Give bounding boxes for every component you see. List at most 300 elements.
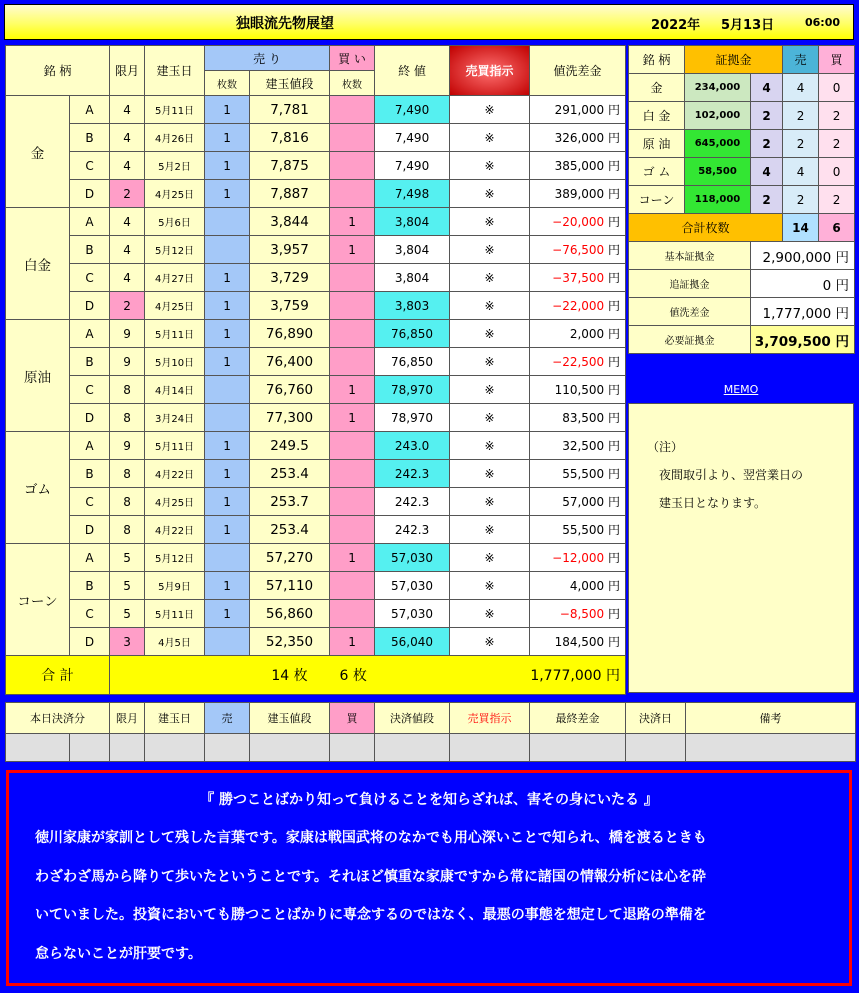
table-row (6, 236, 626, 264)
settlement-table (5, 702, 856, 762)
row-mark: ※ (450, 236, 530, 264)
row-mark: ※ (450, 124, 530, 152)
settlement-header-4: 売 (205, 703, 250, 734)
row-buy: 1 (330, 376, 375, 404)
row-date: 5月12日 (145, 236, 205, 264)
row-diff: 55,500 円 (530, 516, 626, 544)
settlement-header-6: 買 (330, 703, 375, 734)
nearai-sakin-value: 1,777,000 円 (751, 298, 855, 326)
row-buy (330, 488, 375, 516)
table-row (6, 320, 626, 348)
row-buy (330, 572, 375, 600)
row-month: 2 (110, 180, 145, 208)
row-buy (330, 516, 375, 544)
row-buy (330, 320, 375, 348)
row-close: 7,490 (375, 152, 450, 180)
row-date: 4月26日 (145, 124, 205, 152)
row-mark: ※ (450, 180, 530, 208)
table-row (6, 208, 626, 236)
settlement-cell (205, 734, 250, 762)
row-sell (205, 236, 250, 264)
row-close: 3,804 (375, 236, 450, 264)
page-title: 独眼流先物展望 (236, 16, 334, 32)
margin-count: 2 (751, 102, 783, 130)
row-diff: −37,500 円 (530, 264, 626, 292)
row-sell (205, 628, 250, 656)
row-month: 5 (110, 572, 145, 600)
row-sell: 1 (205, 180, 250, 208)
table-row (6, 292, 626, 320)
row-label: B (70, 124, 110, 152)
row-diff: 291,000 円 (530, 96, 626, 124)
row-month: 4 (110, 236, 145, 264)
table-row (6, 628, 626, 656)
row-close: 242.3 (375, 488, 450, 516)
settlement-header-5: 建玉値段 (250, 703, 330, 734)
row-price: 76,760 (250, 376, 330, 404)
row-diff: 184,500 円 (530, 628, 626, 656)
row-close: 57,030 (375, 600, 450, 628)
row-price: 77,300 (250, 404, 330, 432)
row-date: 4月27日 (145, 264, 205, 292)
col-header-uri: 売 り (205, 46, 330, 71)
row-buy (330, 96, 375, 124)
row-close: 76,850 (375, 348, 450, 376)
row-month: 4 (110, 264, 145, 292)
row-diff: 2,000 円 (530, 320, 626, 348)
row-mark: ※ (450, 292, 530, 320)
col-header-tategyoku-nedan: 建玉値段 (250, 71, 330, 96)
row-month: 8 (110, 376, 145, 404)
row-buy: 1 (330, 208, 375, 236)
row-price: 3,729 (250, 264, 330, 292)
row-buy (330, 460, 375, 488)
margin-amount: 58,500 (685, 158, 751, 186)
margin-name: 白 金 (629, 102, 685, 130)
row-close: 7,490 (375, 96, 450, 124)
row-price: 57,110 (250, 572, 330, 600)
margin-name: ゴ ム (629, 158, 685, 186)
margin-name: 金 (629, 74, 685, 102)
row-diff: 326,000 円 (530, 124, 626, 152)
settlement-cell (450, 734, 530, 762)
quote-line: 怠らないことが肝要です。 (35, 945, 202, 962)
memo-link[interactable]: MEMO (628, 376, 854, 402)
row-buy (330, 292, 375, 320)
row-close: 57,030 (375, 572, 450, 600)
row-mark: ※ (450, 432, 530, 460)
margin-header-shokokin: 証拠金 (685, 46, 783, 74)
table-row (6, 432, 626, 460)
row-sell (205, 376, 250, 404)
row-date: 5月10日 (145, 348, 205, 376)
margin-header-kai: 買 (819, 46, 855, 74)
margin-total-buy: 6 (819, 214, 855, 242)
margin-sell: 2 (783, 102, 819, 130)
hitsuyo-shokokin-label: 必要証拠金 (629, 326, 751, 354)
margin-buy: 2 (819, 130, 855, 158)
row-buy (330, 124, 375, 152)
summary-row (6, 656, 626, 695)
row-month: 8 (110, 460, 145, 488)
row-mark: ※ (450, 96, 530, 124)
memo-line-2: 建玉日となります。 (659, 496, 767, 510)
row-label: B (70, 572, 110, 600)
margin-buy: 2 (819, 102, 855, 130)
row-month: 4 (110, 208, 145, 236)
group-name: ゴム (6, 432, 70, 544)
summary-spacer-2 (450, 656, 530, 695)
col-header-tategyokubi: 建玉日 (145, 46, 205, 96)
row-price: 3,957 (250, 236, 330, 264)
nearai-sakin-label: 値洗差金 (629, 298, 751, 326)
row-sell: 1 (205, 572, 250, 600)
row-month: 2 (110, 292, 145, 320)
row-buy (330, 600, 375, 628)
margin-header-uri: 売 (783, 46, 819, 74)
row-mark: ※ (450, 516, 530, 544)
row-mark: ※ (450, 600, 530, 628)
row-label: D (70, 404, 110, 432)
row-month: 5 (110, 600, 145, 628)
row-sell: 1 (205, 348, 250, 376)
row-label: B (70, 236, 110, 264)
quote-box (6, 770, 852, 986)
margin-sell: 4 (783, 74, 819, 102)
margin-body (629, 74, 855, 214)
quote-body (35, 819, 835, 973)
row-label: D (70, 180, 110, 208)
row-price: 7,816 (250, 124, 330, 152)
margin-row (629, 186, 855, 214)
header-year: 2022年 (651, 18, 701, 33)
row-date: 3月24日 (145, 404, 205, 432)
row-label: C (70, 376, 110, 404)
kihon-shokokin-value: 2,900,000 円 (751, 242, 855, 270)
row-price: 7,781 (250, 96, 330, 124)
row-date: 5月6日 (145, 208, 205, 236)
row-close: 56,040 (375, 628, 450, 656)
row-mark: ※ (450, 572, 530, 600)
summary-sell-total: 14 枚 (250, 656, 330, 695)
row-label: A (70, 320, 110, 348)
row-close: 3,803 (375, 292, 450, 320)
row-label: A (70, 544, 110, 572)
row-sell: 1 (205, 96, 250, 124)
row-label: D (70, 628, 110, 656)
row-mark: ※ (450, 348, 530, 376)
row-close: 3,804 (375, 208, 450, 236)
table-row (6, 152, 626, 180)
row-date: 4月25日 (145, 180, 205, 208)
row-label: D (70, 292, 110, 320)
settlement-cell (70, 734, 110, 762)
settlement-cell (250, 734, 330, 762)
margin-sell: 4 (783, 158, 819, 186)
row-label: A (70, 208, 110, 236)
memo-box (628, 403, 854, 693)
row-sell: 1 (205, 600, 250, 628)
row-price: 76,890 (250, 320, 330, 348)
row-month: 8 (110, 516, 145, 544)
row-sell: 1 (205, 292, 250, 320)
row-close: 7,490 (375, 124, 450, 152)
row-sell: 1 (205, 152, 250, 180)
settlement-header-2: 限月 (110, 703, 145, 734)
row-close: 7,498 (375, 180, 450, 208)
table-row (6, 96, 626, 124)
row-price: 7,887 (250, 180, 330, 208)
settlement-header-11: 備考 (686, 703, 856, 734)
row-month: 9 (110, 320, 145, 348)
tsuika-shokokin-label: 追証拠金 (629, 270, 751, 298)
col-header-meigara: 銘 柄 (6, 46, 110, 96)
row-diff: −76,500 円 (530, 236, 626, 264)
table-row (6, 376, 626, 404)
row-buy: 1 (330, 404, 375, 432)
row-diff: 57,000 円 (530, 488, 626, 516)
row-diff: 83,500 円 (530, 404, 626, 432)
table-row (6, 460, 626, 488)
row-close: 76,850 (375, 320, 450, 348)
row-buy (330, 432, 375, 460)
row-sell: 1 (205, 460, 250, 488)
margin-row (629, 102, 855, 130)
row-mark: ※ (450, 152, 530, 180)
margin-row (629, 158, 855, 186)
row-label: B (70, 460, 110, 488)
col-header-sell-maisu: 枚数 (205, 71, 250, 96)
row-month: 4 (110, 124, 145, 152)
hitsuyo-shokokin-value: 3,709,500 円 (751, 326, 855, 354)
row-buy (330, 180, 375, 208)
col-header-buy-maisu: 枚数 (330, 71, 375, 96)
summary-label: 合 計 (6, 656, 110, 695)
header-time: 06:00 (805, 16, 841, 29)
row-sell (205, 404, 250, 432)
quote-title: 『 勝つことばかり知って負けることを知らざれば、害その身にいたる 』 (200, 792, 658, 808)
row-buy (330, 348, 375, 376)
row-close: 242.3 (375, 460, 450, 488)
row-buy: 1 (330, 628, 375, 656)
row-date: 4月25日 (145, 488, 205, 516)
memo-note: （注） (647, 440, 684, 454)
row-price: 3,844 (250, 208, 330, 236)
settlement-header-10: 決済日 (626, 703, 686, 734)
row-sell: 1 (205, 124, 250, 152)
row-date: 5月2日 (145, 152, 205, 180)
table-row (6, 488, 626, 516)
row-diff: 385,000 円 (530, 152, 626, 180)
margin-amount: 102,000 (685, 102, 751, 130)
row-mark: ※ (450, 376, 530, 404)
row-month: 5 (110, 544, 145, 572)
table-row (6, 572, 626, 600)
row-diff: 4,000 円 (530, 572, 626, 600)
settlement-empty-row (6, 734, 856, 762)
row-price: 249.5 (250, 432, 330, 460)
row-month: 8 (110, 404, 145, 432)
row-close: 3,804 (375, 264, 450, 292)
group-name: 金 (6, 96, 70, 208)
group-name: 白金 (6, 208, 70, 320)
header-date: 5月13日 (721, 18, 775, 33)
margin-amount: 118,000 (685, 186, 751, 214)
row-diff: 389,000 円 (530, 180, 626, 208)
table-row (6, 404, 626, 432)
summary-diff-total: 1,777,000 円 (530, 656, 626, 695)
margin-amount: 234,000 (685, 74, 751, 102)
tsuika-shokokin-value: 0 円 (751, 270, 855, 298)
margin-name: 原 油 (629, 130, 685, 158)
margin-amount: 645,000 (685, 130, 751, 158)
row-diff: 32,500 円 (530, 432, 626, 460)
margin-header-meigara: 銘 柄 (629, 46, 685, 74)
margin-sell: 2 (783, 186, 819, 214)
table-row (6, 544, 626, 572)
row-label: C (70, 488, 110, 516)
summary-buy-total: 6 枚 (330, 656, 450, 695)
margin-count: 2 (751, 130, 783, 158)
row-mark: ※ (450, 404, 530, 432)
table-row (6, 600, 626, 628)
settlement-cell (145, 734, 205, 762)
row-date: 4月14日 (145, 376, 205, 404)
row-date: 4月5日 (145, 628, 205, 656)
quote-line: 徳川家康が家訓として残した言葉です。家康は戦国武将のなかでも用心深いことで知られ、橋を渡るときも (35, 830, 707, 846)
margin-buy: 0 (819, 158, 855, 186)
row-sell: 1 (205, 264, 250, 292)
margin-count: 2 (751, 186, 783, 214)
table-row (6, 348, 626, 376)
row-date: 5月11日 (145, 320, 205, 348)
row-price: 76,400 (250, 348, 330, 376)
row-close: 242.3 (375, 516, 450, 544)
margin-total-sell: 14 (783, 214, 819, 242)
settlement-cell (626, 734, 686, 762)
margin-count: 4 (751, 74, 783, 102)
col-header-nearai: 値洗差金 (530, 46, 626, 96)
settlement-header-3: 建玉日 (145, 703, 205, 734)
row-date: 5月12日 (145, 544, 205, 572)
group-name: コーン (6, 544, 70, 656)
row-diff: −22,500 円 (530, 348, 626, 376)
settlement-cell (110, 734, 145, 762)
row-price: 3,759 (250, 292, 330, 320)
row-mark: ※ (450, 320, 530, 348)
row-sell (205, 544, 250, 572)
settlement-cell (6, 734, 70, 762)
row-label: C (70, 152, 110, 180)
row-label: A (70, 96, 110, 124)
positions-body (6, 96, 626, 656)
row-sell (205, 208, 250, 236)
margin-total-label: 合計枚数 (629, 214, 783, 242)
table-row (6, 124, 626, 152)
row-month: 8 (110, 488, 145, 516)
row-price: 253.7 (250, 488, 330, 516)
row-month: 3 (110, 628, 145, 656)
title-bar (4, 4, 854, 40)
row-month: 4 (110, 96, 145, 124)
row-diff: 110,500 円 (530, 376, 626, 404)
row-price: 7,875 (250, 152, 330, 180)
margin-buy: 2 (819, 186, 855, 214)
settlement-header-9: 最終差金 (530, 703, 626, 734)
row-diff: −12,000 円 (530, 544, 626, 572)
margin-table (628, 45, 855, 354)
row-mark: ※ (450, 488, 530, 516)
col-header-kai: 買 い (330, 46, 375, 71)
row-buy (330, 264, 375, 292)
margin-sell: 2 (783, 130, 819, 158)
quote-line: わざわざ馬から降りて歩いたということです。それほど慎重な家康ですから常に諸国の情報分析には心を砕 (35, 868, 706, 885)
row-label: A (70, 432, 110, 460)
row-date: 4月22日 (145, 516, 205, 544)
row-close: 57,030 (375, 544, 450, 572)
margin-name: コーン (629, 186, 685, 214)
group-name: 原油 (6, 320, 70, 432)
row-month: 9 (110, 432, 145, 460)
settlement-header-7: 決済値段 (375, 703, 450, 734)
settlement-header-8: 売買指示 (450, 703, 530, 734)
row-price: 253.4 (250, 460, 330, 488)
row-label: B (70, 348, 110, 376)
row-mark: ※ (450, 544, 530, 572)
settlement-cell (375, 734, 450, 762)
row-buy: 1 (330, 544, 375, 572)
row-sell: 1 (205, 516, 250, 544)
row-sell: 1 (205, 488, 250, 516)
col-header-baibai-shiji: 売買指示 (450, 46, 530, 96)
row-date: 5月11日 (145, 96, 205, 124)
row-buy (330, 152, 375, 180)
table-row (6, 180, 626, 208)
table-row (6, 264, 626, 292)
row-diff: −8,500 円 (530, 600, 626, 628)
summary-spacer (110, 656, 250, 695)
row-date: 5月11日 (145, 600, 205, 628)
quote-line: いていました。投資においても勝つことばかりに専念するのではなく、最悪の事態を想定して退路の準備を (35, 907, 707, 923)
memo-line-1: 夜間取引より、翌営業日の (659, 468, 804, 482)
margin-count: 4 (751, 158, 783, 186)
row-mark: ※ (450, 264, 530, 292)
row-date: 4月22日 (145, 460, 205, 488)
row-price: 57,270 (250, 544, 330, 572)
settlement-cell (686, 734, 856, 762)
row-mark: ※ (450, 208, 530, 236)
row-date: 5月11日 (145, 432, 205, 460)
row-mark: ※ (450, 460, 530, 488)
row-sell: 1 (205, 432, 250, 460)
row-month: 9 (110, 348, 145, 376)
row-buy: 1 (330, 236, 375, 264)
row-date: 4月25日 (145, 292, 205, 320)
row-diff: −20,000 円 (530, 208, 626, 236)
col-header-owarine: 終 値 (375, 46, 450, 96)
row-label: C (70, 264, 110, 292)
kihon-shokokin-label: 基本証拠金 (629, 242, 751, 270)
table-row (6, 516, 626, 544)
row-close: 243.0 (375, 432, 450, 460)
margin-row (629, 130, 855, 158)
row-close: 78,970 (375, 376, 450, 404)
settlement-header-0: 本日決済分 (6, 703, 110, 734)
row-month: 4 (110, 152, 145, 180)
margin-buy: 0 (819, 74, 855, 102)
row-price: 56,860 (250, 600, 330, 628)
settlement-cell (330, 734, 375, 762)
